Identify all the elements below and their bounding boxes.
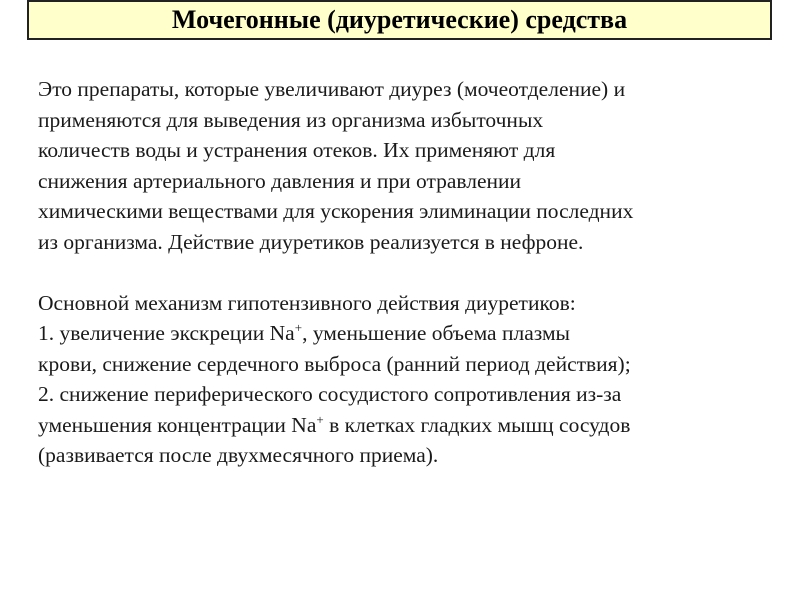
slide-title: Мочегонные (диуретические) средства xyxy=(171,5,628,34)
mechanism-item-1 xyxy=(38,318,783,349)
mechanism-item-2-text-cont: в клетках гладких мышц сосудов xyxy=(323,412,631,437)
paragraph-gap xyxy=(38,257,783,288)
mechanism-item-1-text-cont: , уменьшение объема плазмы xyxy=(302,321,570,345)
intro-line: применяются для выведения из организма избыточных xyxy=(38,107,544,132)
mechanism-item-2: 2. снижение периферического сосудистого сопротивления из-за xyxy=(38,382,622,406)
intro-line: химическими веществами для ускорения элиминации последних xyxy=(38,199,634,223)
intro-line: Это препараты, которые увеличивают диурез (мочеотделение) и xyxy=(38,77,626,101)
mechanism-item-2-line-3: (развивается после двухмесячного приема). xyxy=(38,443,439,467)
intro-paragraph xyxy=(38,74,783,257)
mechanism-item-1-line-2: крови, снижение сердечного выброса (ранний период действия); xyxy=(38,351,631,376)
mechanism-heading: Основной механизм гипотензивного действия диуретиков: xyxy=(38,290,576,315)
intro-line: снижения артериального давления и при отравлении xyxy=(38,168,522,193)
mechanism-item-2-text: уменьшения концентрации Na xyxy=(38,412,317,437)
slide-body xyxy=(38,74,783,471)
title-box xyxy=(27,0,772,40)
mechanism-paragraph xyxy=(38,288,783,471)
intro-line: количеств воды и устранения отеков. Их применяют для xyxy=(38,138,556,162)
sodium-charge: + xyxy=(294,319,303,335)
sodium-charge: + xyxy=(316,411,324,427)
intro-line: из организма. Действие диуретиков реализуется в нефроне. xyxy=(38,229,584,254)
mechanism-item-2-line-2 xyxy=(38,410,783,441)
mechanism-item-1-text: 1. увеличение экскреции Na xyxy=(38,321,295,345)
